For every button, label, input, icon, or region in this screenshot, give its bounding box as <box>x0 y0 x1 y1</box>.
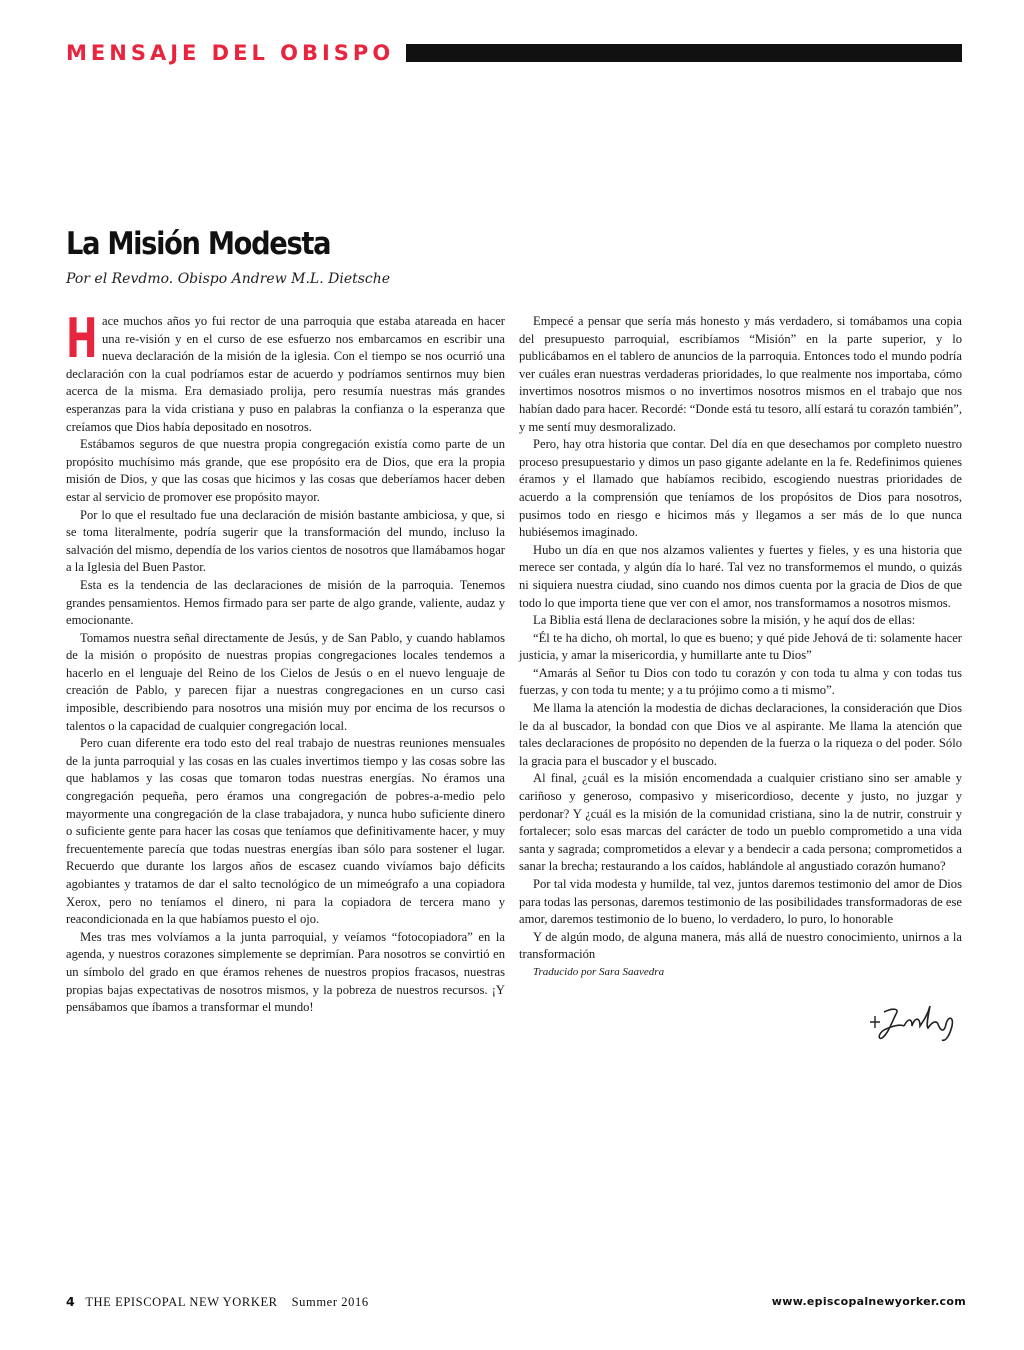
paragraph: Empecé a pensar que sería más honesto y más verdadero, si tomábamos una copia del presupuesto parroquial, escribíamos “Misión” en la parte superior, y lo publicábamos en el tablero de anuncios de la parroquia. Entonces todo el mundo podría ver cuáles eran nuestras verdaderas prioridades, lo que realmente nos importaba, cómo invertimos nosotros mismos o no invertimos nosotros mismos en el trabajo que nos habían dado para hacer. Recordé: “Donde está tu tesoro, allí estará tu corazón también”, y me sentí muy desmoralizado. <box>519 314 962 434</box>
paragraph: La Biblia está llena de declaraciones sobre la misión, y he aquí dos de ellas: <box>533 613 916 628</box>
translator-credit: Traducido por Sara Saavedra <box>533 965 665 978</box>
drop-cap: H <box>66 307 98 370</box>
section-header <box>66 38 962 68</box>
publication-name: THE EPISCOPAL NEW YORKER <box>85 1295 278 1309</box>
page-number: 4 <box>66 1294 76 1309</box>
paragraph: Mes tras mes volvíamos a la junta parroquial, y veíamos “fotocopiadora” en la agenda, y nuestros corazones simplemente se deprimían. Para nosotros se convirtió en un símbolo del grado en que éramos rehenes de nuestros propios fracasos, nuestras propias bajas expectativas de nosotros mismos, y la pobreza de nuestros recursos. ¡Y pensábamos que íbamos a transformar el mundo! <box>66 929 505 1015</box>
footer-publication <box>66 1294 369 1310</box>
section-title: MENSAJE DEL OBISPO <box>66 41 395 65</box>
right-column <box>519 313 962 982</box>
paragraph: Por lo que el resultado fue una declaración de misión bastante ambiciosa, y que, si se toma literalmente, podría sugerir que la transformación del mundo, incluso la salvación del mismo, dependía de los varios cientos de nosotros que llamábamos hogar a la Iglesia del Buen Pastor. <box>66 507 505 575</box>
footer-website: www.episcopalnewyorker.com <box>771 1295 966 1308</box>
quote: “Amarás al Señor tu Dios con todo tu corazón y con toda tu alma y con todas tus fuerzas, y con toda tu mente; y a tu prójimo como a ti mismo”. <box>519 665 962 698</box>
paragraph: Hubo un día en que nos alzamos valientes y fuertes y fieles, y es una historia que merece ser contada, y algún día lo haré. Tal vez no transformemos el mundo, o quizás ni siquiera nuestra ciudad, sino cuando nos dimos cuenta por la gracia de Dios de que todo lo que importa tiene que ver con el amor, nos transformamos a nosotros mismos. <box>519 542 962 610</box>
paragraph: Me llama la atención la modestia de dichas declaraciones, la consideración que Dios le da al buscador, la bondad con que Dios ve al aspirante. Me llama la atención que tales declaraciones de propósito no dependen de la fuerza o la riqueza o del poder. Sólo la gracia para el buscador y el buscado. <box>519 701 962 768</box>
section-rule <box>406 44 962 62</box>
paragraph: Esta es la tendencia de las declaraciones de misión de la parroquia. Tenemos grandes pensamientos. Hemos firmado para ser parte de algo grande, valiente, audaz y emocionante. <box>66 577 505 628</box>
paragraph: Pero, hay otra historia que contar. Del día en que desechamos por completo nuestro proceso presupuestario y dimos un paso gigante adelante en la fe. Redefinimos quienes éramos y el llamado que habíamos recibido, escogiendo nuestras prioridades de acuerdo a la comprensión que teníamos de los propósitos de Dios para nosotros, pusimos todo en riesgo e hicimos más y llegamos a ser más de lo que nunca hubiésemos imaginado. <box>519 437 962 540</box>
paragraph: Hace muchos años yo fui rector de una parroquia que estaba atareada en hacer una re-visión y en el curso de ese esfuerzo nos embarcamos en escribir una nueva declaración de la misión de la iglesia. Con el tiempo se nos ocurrió una declaración con la cual podríamos estar de acuerdo y podríamos sentirnos muy bien acerca de la misma. Era demasiado prolija, pero resumía nuestras más grandes esperanzas para la vida cristiana y puso en palabras la confianza o la esperanza que creíamos que Dios había depositado en nosotros. <box>66 307 505 434</box>
article-byline: Por el Revdmo. Obispo Andrew M.L. Dietsche <box>66 271 391 287</box>
paragraph: Estábamos seguros de que nuestra propia congregación existía como parte de un propósito muchísimo más grande, que ese propósito era de Dios, que era la propia misión de Dios, y que las cosas que hicimos y las cosas que deberíamos hacer deben estar al servicio de promover ese propósito mayor. <box>66 437 505 504</box>
paragraph: Al final, ¿cuál es la misión encomendada a cualquier cristiano sino ser amable y cariñoso y generoso, compasivo y misericordioso, decente y justo, no juzgar y perdonar? Y ¿cuál es la misión de la comunidad cristiana, sino la de nutrir, construir y fortalecer; solo esas marcas del carácter de todo un pueblo comprometido a una vida santa y sagrada; comprometidos a elevar y a bendecir a cada persona; comprometidos a sanar la brecha; restaurando a los caídos, hablándole al angustiado corazón humano? <box>519 771 962 874</box>
signature <box>866 1000 962 1044</box>
left-column <box>66 307 505 1017</box>
paragraph: Pero cuan diferente era todo esto del real trabajo de nuestras reuniones mensuales de la junta parroquial y las cosas en las cuales invertimos tiempo y las cosas sobre las que hablamos y las cosas que tomaron todas nuestras energías. No éramos una congregación pequeña, pero éramos una congregación de pobres-a-medio pelo mayormente una congregación de la clase trabajadora, y nunca hubo suficiente dinero o suficiente gente para hacer las cosas que teníamos que definitivamente hacer, y muy frecuentemente parecía que todas nuestras energías iban sólo para sostener el lugar. Recuerdo que durante los largos años de escasez cuando vivíamos bajo déficits agobiantes y tratamos de dar el salto tecnológico de un mimeógrafo a una copiadora Xerox, pero no teníamos el dinero, ni para la copiadora de tercera mano y reacondicionada en la que habíamos puesto el ojo. <box>66 736 505 927</box>
paragraph: Y de algún modo, de alguna manera, más allá de nuestro conocimiento, unirnos a la transformación <box>519 929 962 962</box>
article-title: La Misión Modesta <box>66 226 331 262</box>
issue-date: Summer 2016 <box>291 1295 369 1309</box>
paragraph: Por tal vida modesta y humilde, tal vez, juntos daremos testimonio del amor de Dios para todas las personas, daremos testimonio de las posibilidades transformadoras de ese amor, daremos testimonio de lo bueno, lo verdadero, lo puro, lo honorable <box>519 877 962 927</box>
quote: “Él te ha dicho, oh mortal, lo que es bueno; y qué pide Jehová de ti: solamente hacer justicia, y amar la misericordia, y humillarte ante tu Dios” <box>519 630 962 663</box>
paragraph: Tomamos nuestra señal directamente de Jesús, y de San Pablo, y cuando hablamos de la misión o propósito de nuestras propias congregaciones locales tendemos a hacerlo en el lenguaje del Reino de los Cielos de Jesús o en el nuevo lenguaje de creación de Pablo, y parecen fijar a nuestras congregaciones en un curso casi imposible, describiendo para nosotros una misión muy por encima de los recursos o talentos o la capacidad de cualquier congregación local. <box>66 630 505 733</box>
